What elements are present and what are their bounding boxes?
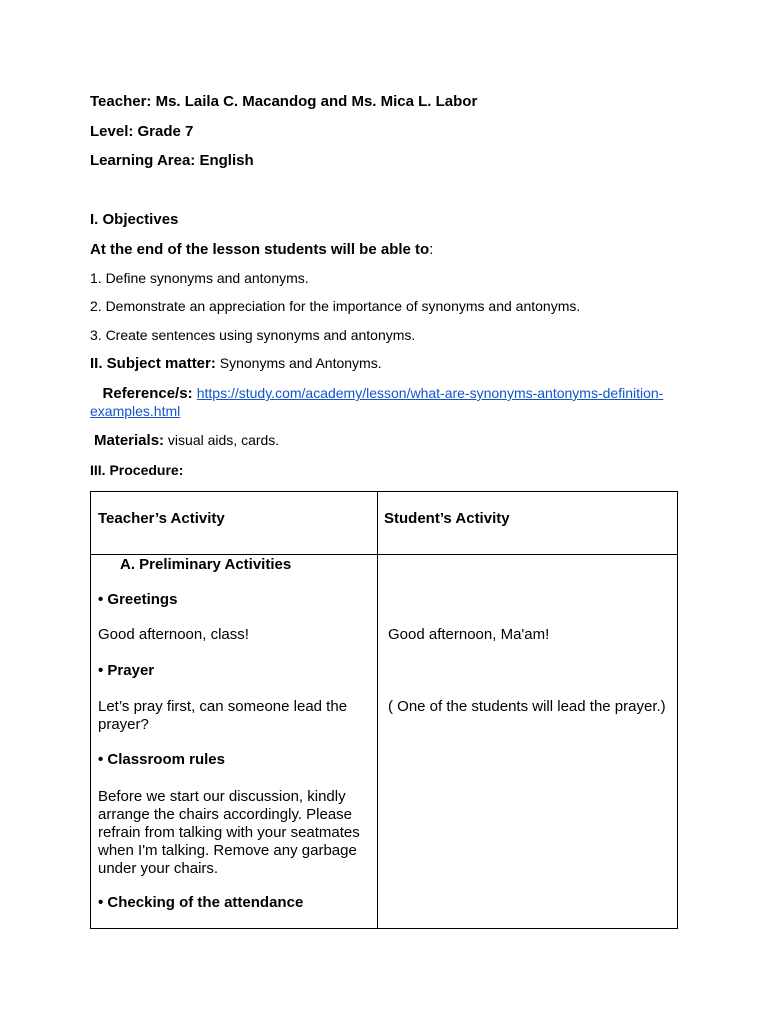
greetings-label: • Greetings [98,591,178,608]
reference-line-2 [90,403,180,421]
objectives-intro-bold: At the end of the lesson students will be able to [90,241,430,258]
reference-label: Reference/s: [102,385,193,402]
teacher-line: Teacher: Ms. Laila C. Macandog and Ms. Mica L. Labor [90,93,478,110]
procedure-heading: III. Procedure: [90,462,184,478]
activity-table [90,491,678,929]
reference-line [90,385,663,402]
header-teacher-activity: Teacher’s Activity [98,510,225,527]
objective-item-2: 2. Demonstrate an appreciation for the importance of synonyms and antonyms. [90,298,581,314]
level-line: Level: Grade 7 [90,123,194,140]
prayer-teacher-text: Let’s pray first, can someone lead the prayer? [98,698,348,733]
reference-link-continued[interactable]: examples.html [90,403,181,419]
materials-line [94,432,279,449]
greetings-student-text: Good afternoon, Ma'am! [388,626,550,643]
attendance-label: • Checking of the attendance [98,894,304,911]
prayer-student-text: ( One of the students will lead the prayer.) [388,698,666,715]
subject-matter-line [90,355,382,372]
learning-area-line: Learning Area: English [90,152,254,169]
table-column-divider [377,492,378,928]
objectives-heading: I. Objectives [90,211,179,228]
materials-value: visual aids, cards. [164,432,280,448]
header-student-activity: Student’s Activity [384,510,510,527]
prayer-label: • Prayer [98,662,155,679]
classroom-rules-text: Before we start our discussion, kindly arrange the chairs accordingly. Please refrain from talking with your seatmates when I'm talking. Remove any garbage under your chairs. [98,788,360,877]
objective-item-3: 3. Create sentences using synonyms and antonyms. [90,327,416,343]
objective-item-1: 1. Define synonyms and antonyms. [90,270,309,286]
table-header-divider [91,554,677,555]
materials-label: Materials: [94,432,165,449]
section-preliminary-activities: A. Preliminary Activities [120,556,292,573]
objectives-intro [90,241,433,258]
reference-link[interactable]: https://study.com/academy/lesson/what-are-synonyms-antonyms-definition- [196,385,664,401]
subject-matter-label: II. Subject matter: [90,355,216,372]
objectives-intro-colon: : [429,241,434,258]
greetings-teacher-text: Good afternoon, class! [98,626,249,643]
subject-matter-value: Synonyms and Antonyms. [215,355,382,371]
classroom-rules-label: • Classroom rules [98,751,225,768]
